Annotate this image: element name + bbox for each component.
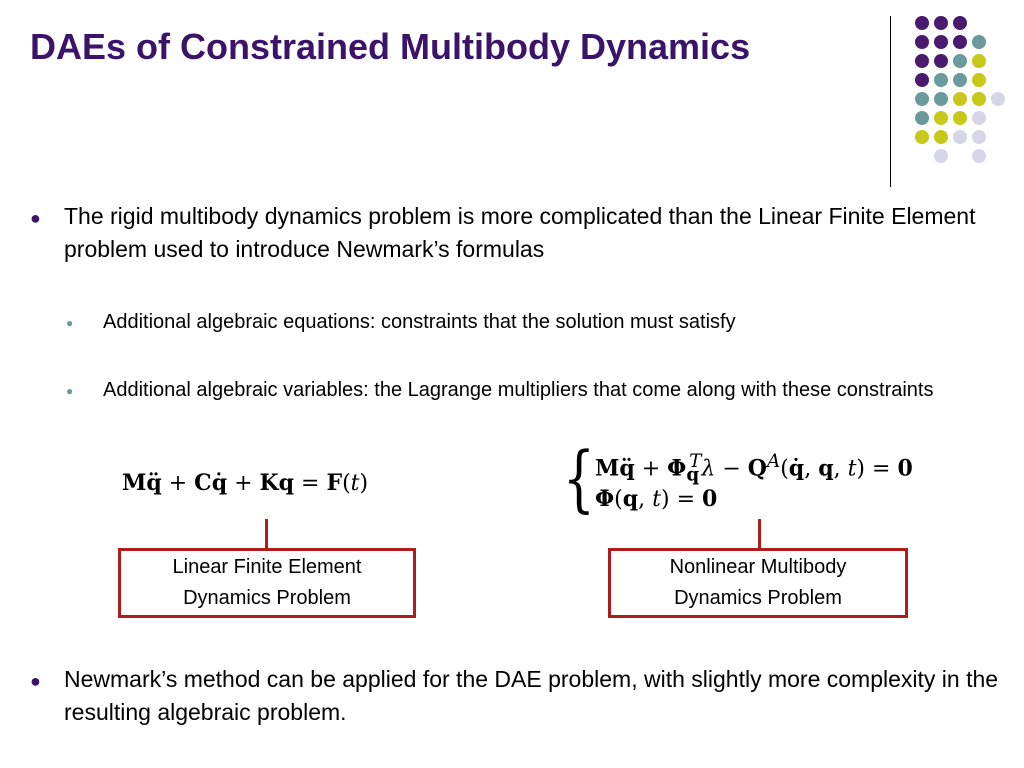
sub-bullet-text: Additional algebraic variables: the Lagrange multipliers that come along with these constraints [103, 379, 934, 401]
bullet-text: Newmark’s method can be applied for the DAE problem, with slightly more complexity in the resulting algebraic problem. [64, 666, 999, 725]
multibody-equation-1: Mq̈ + $\Phi_q^T\lambda$ − $Q^A(q̇$, q, t) = 0 [595, 451, 913, 486]
decor-dot [934, 130, 948, 144]
multibody-box [608, 548, 908, 618]
sub-bullet-text: Additional algebraic equations: constraints that the solution must satisfy [103, 311, 736, 333]
decor-dot [972, 73, 986, 87]
decor-dot [934, 54, 948, 68]
multibody-box-line1: Nonlinear Multibody [669, 556, 847, 578]
linear-fe-equation: Mq̈ + Cq̇ + Kq = F(t) [122, 470, 369, 496]
decor-dot [953, 16, 967, 30]
multibody-equation-2: Φ(q, t) = 0 [595, 486, 718, 512]
decor-dot [934, 111, 948, 125]
decor-dot [991, 92, 1005, 106]
linear-fe-box [118, 548, 416, 618]
title-divider-line [890, 16, 891, 187]
decor-dot [934, 35, 948, 49]
decor-dot [915, 130, 929, 144]
decor-dot [934, 16, 948, 30]
decor-dot [972, 92, 986, 106]
decor-dot [953, 92, 967, 106]
decor-dot [953, 73, 967, 87]
brace-symbol: { [562, 436, 595, 520]
decor-dot [915, 73, 929, 87]
decor-dot [915, 92, 929, 106]
decor-dot [953, 35, 967, 49]
multibody-box-line2: Dynamics Problem [674, 587, 842, 609]
decor-dot [972, 35, 986, 49]
decor-dot [953, 130, 967, 144]
decor-dot [972, 130, 986, 144]
sub-bullet-marker: ● [66, 316, 74, 330]
decor-dot [915, 111, 929, 125]
bullet-marker: ● [30, 208, 41, 228]
linear-fe-box-line1: Linear Finite Element [172, 556, 362, 578]
decor-dot [915, 35, 929, 49]
bullet-marker: ● [30, 671, 41, 691]
decor-dot [972, 111, 986, 125]
slide-title: DAEs of Constrained Multibody Dynamics [30, 26, 751, 67]
decor-dot [972, 54, 986, 68]
connector-line [758, 519, 761, 550]
decor-dot [972, 149, 986, 163]
decor-dot [934, 149, 948, 163]
sub-bullet-marker: ● [66, 384, 74, 398]
decor-dot [953, 111, 967, 125]
decor-dot [934, 73, 948, 87]
connector-line [265, 519, 268, 550]
decor-dot [915, 54, 929, 68]
decor-dot [953, 54, 967, 68]
decor-dot [915, 16, 929, 30]
linear-fe-box-line2: Dynamics Problem [183, 587, 351, 609]
decor-dot [934, 92, 948, 106]
bullet-text: The rigid multibody dynamics problem is more complicated than the Linear Finite Element problem used to introduce Newmark’s formulas [64, 203, 976, 262]
